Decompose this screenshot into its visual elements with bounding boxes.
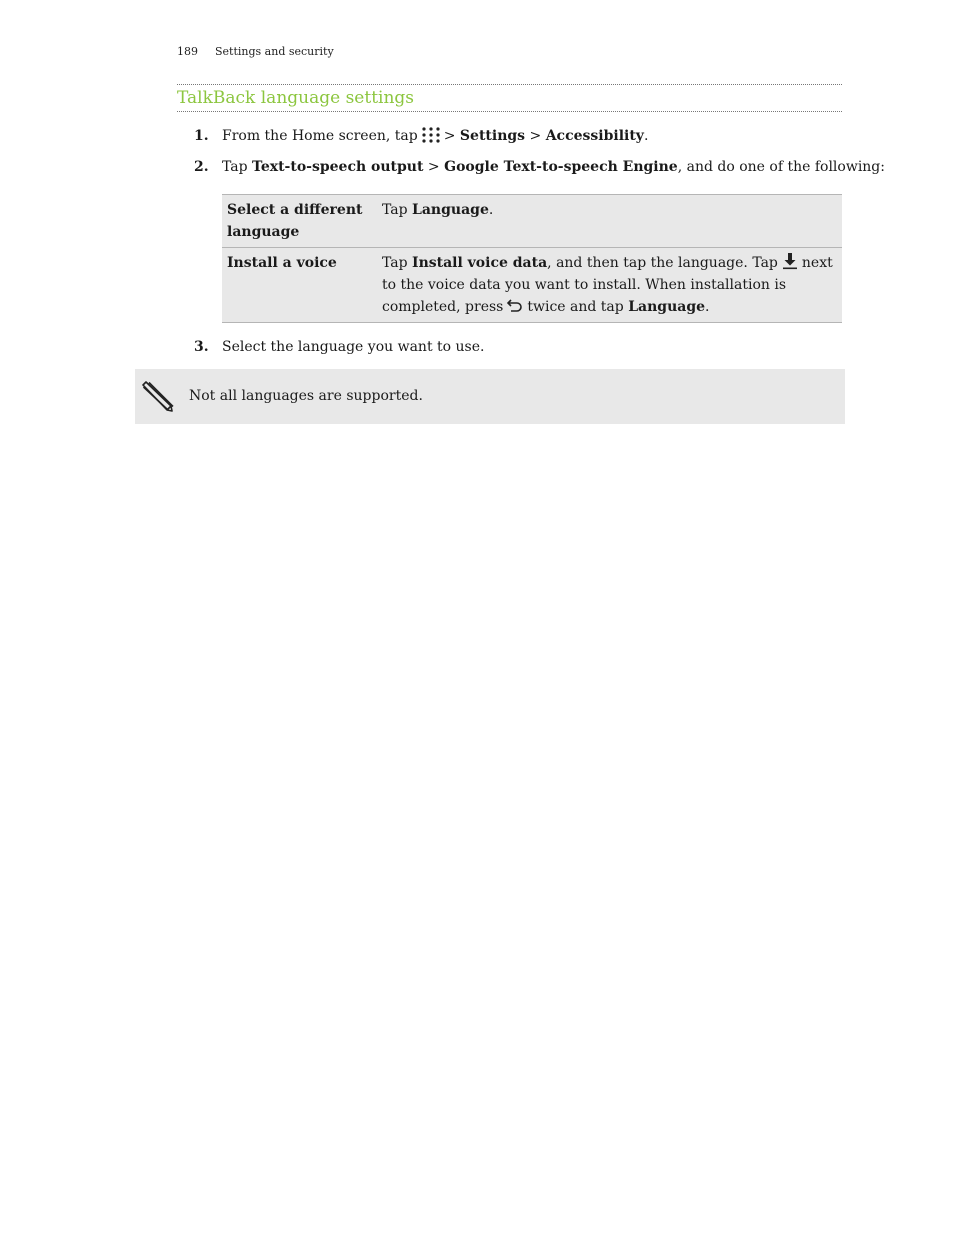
accessibility-label: Accessibility [545,128,644,144]
step-text [222,156,885,178]
description-part: . [488,202,494,218]
chapter-title: Settings and security [215,45,334,58]
running-header [177,45,334,58]
table-row [222,195,842,248]
options-table [222,194,842,323]
step-text-part: , and do one of the following: [677,159,885,175]
download-icon [781,252,799,270]
step-text-part: . [643,128,649,144]
note-box [135,369,845,424]
description-part: Tap [382,255,413,271]
step-number: 3. [194,339,209,355]
section-rule-bottom [177,111,842,112]
step-text-part: > [443,128,456,144]
description-part: next to the voice data you want to install. When installation is completed, press [382,255,833,315]
step-text-part: > [423,159,445,175]
step-text-part: From the Home screen, tap [222,128,418,144]
page-number: 189 [177,45,198,58]
step-text: Select the language you want to use. [222,339,485,355]
section-rule-top [177,84,842,85]
description-part: twice and tap [527,299,629,315]
description-part: Tap [382,202,413,218]
option-description [377,195,842,248]
step-number: 1. [194,128,209,144]
step-text [222,125,842,147]
apps-grid-icon [421,127,441,143]
tts-output-label: Text-to-speech output [252,159,424,175]
option-label: Select a different language [222,195,377,248]
step-text-part: > [529,128,542,144]
back-icon [506,298,524,314]
step-text-part: Tap [222,159,253,175]
settings-label: Settings [459,128,526,144]
note-text: Not all languages are supported. [189,388,423,404]
option-description [377,248,842,323]
language-label: Language [412,202,489,218]
pencil-icon [142,379,176,413]
tts-engine-label: Google Text-to-speech Engine [444,159,678,175]
option-label: Install a voice [222,248,377,323]
table-row [222,248,842,323]
section-title: TalkBack language settings [177,88,415,108]
language-label: Language [628,299,706,315]
step-number: 2. [194,159,209,175]
description-part: . [705,299,710,315]
install-voice-data-label: Install voice data [412,255,548,271]
description-part: , and then tap the language. Tap [547,255,778,271]
